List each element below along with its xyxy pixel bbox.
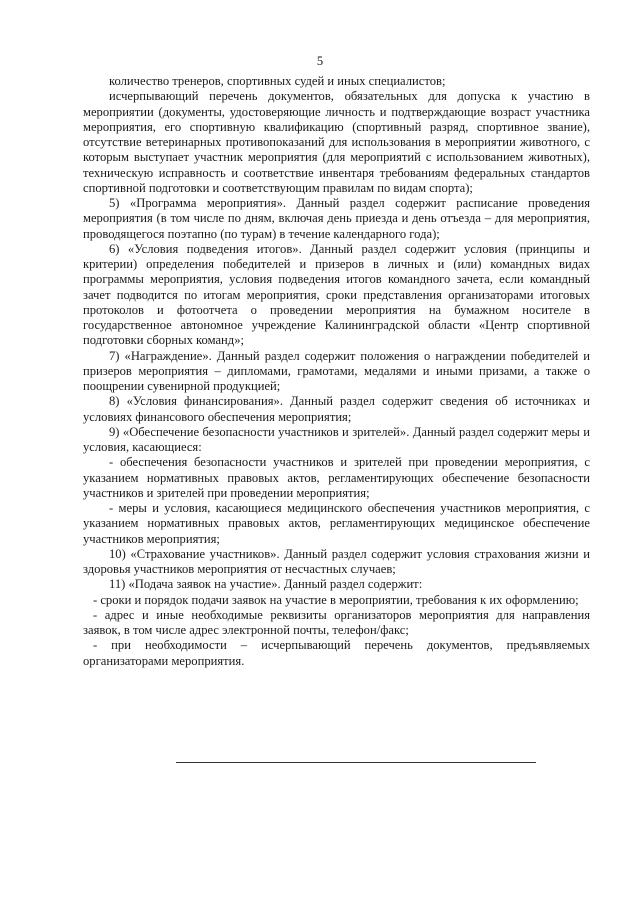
- paragraph-awards: 7) «Награждение». Данный раздел содержит положения о награждении победителей и призеров мероприятия – дипломами, грамотами, медалями и иными призами, а также о поощрении сувенирной продукцией;: [83, 348, 590, 393]
- list-item-safety-measures: - обеспечения безопасности участников и зрителей при проведении мероприятия, с указанием нормативных правовых актов, регламентирующих обеспечение безопасности участников и зрителей при проведении мероприятия;: [83, 455, 590, 500]
- paragraph-coaches-count: количество тренеров, спортивных судей и иных специалистов;: [109, 74, 446, 88]
- paragraph-safety: 9) «Обеспечение безопасности участников и зрителей». Данный раздел содержит меры и условия, касающиеся:: [83, 424, 590, 454]
- paragraph-insurance: 10) «Страхование участников». Данный раздел содержит условия страхования жизни и здоровья участников мероприятия от несчастных случаев;: [83, 546, 590, 576]
- document-body: [83, 74, 590, 669]
- paragraph-documents-list: исчерпывающий перечень документов, обязательных для допуска к участию в мероприятии (документы, удостоверяющие личность и подтверждающие возраст участника мероприятия, его спортивную квалификацию (спортивный разряд, спортивное звание), отсутствие ветеринарных противопоказаний для использования в мероприятии животного, с которым выступает участник мероприятия (для мероприятий с использованием животных), техническую исправность и соответствие инвентаря требованиям федеральных стандартов спортивной подготовки и соответствующим правилам по видам спорта);: [83, 89, 590, 195]
- page-number: 5: [316, 54, 324, 68]
- list-item-medical-measures: - меры и условия, касающиеся медицинского обеспечения участников мероприятия, с указанием нормативных правовых актов, регламентирующих медицинское обеспечение участников мероприятия;: [83, 501, 590, 546]
- paragraph-applications: 11) «Подача заявок на участие». Данный раздел содержит:: [109, 577, 423, 592]
- list-item-organizer-address: - адрес и иные необходимые реквизиты организаторов мероприятия для направления заявок, в том числе адрес электронной почты, телефон/факс;: [83, 607, 590, 637]
- list-item-application-deadlines: - сроки и порядок подачи заявок на участие в мероприятии, требования к их оформлению;: [93, 592, 579, 607]
- paragraph-results-conditions: 6) «Условия подведения итогов». Данный раздел содержит условия (принципы и критерии) определения победителей и призеров в личных и (или) командных видах программы мероприятия, условия подведения итогов командного зачета, если командный зачет подводится по итогам мероприятия, сроки представления организаторами итоговых протоколов и фотоотчета о проведении мероприятия на бумажном носителе в государственное автономное учреждение Калининградской области «Центр спортивной подготовки сборных команд»;: [83, 241, 590, 348]
- paragraph-event-program: 5) «Программа мероприятия». Данный раздел содержит расписание проведения мероприятия (в том числе по дням, включая день приезда и день отъезда – для мероприятия, проводящегося поэтапно (по турам) в течение календарного года);: [83, 196, 590, 241]
- paragraph-financing: 8) «Условия финансирования». Данный раздел содержит сведения об источниках и условиях финансового обеспечения мероприятия;: [83, 394, 590, 424]
- bottom-divider: [176, 762, 536, 763]
- list-item-required-documents: - при необходимости – исчерпывающий перечень документов, предъявляемых организаторами мероприятия.: [83, 638, 590, 668]
